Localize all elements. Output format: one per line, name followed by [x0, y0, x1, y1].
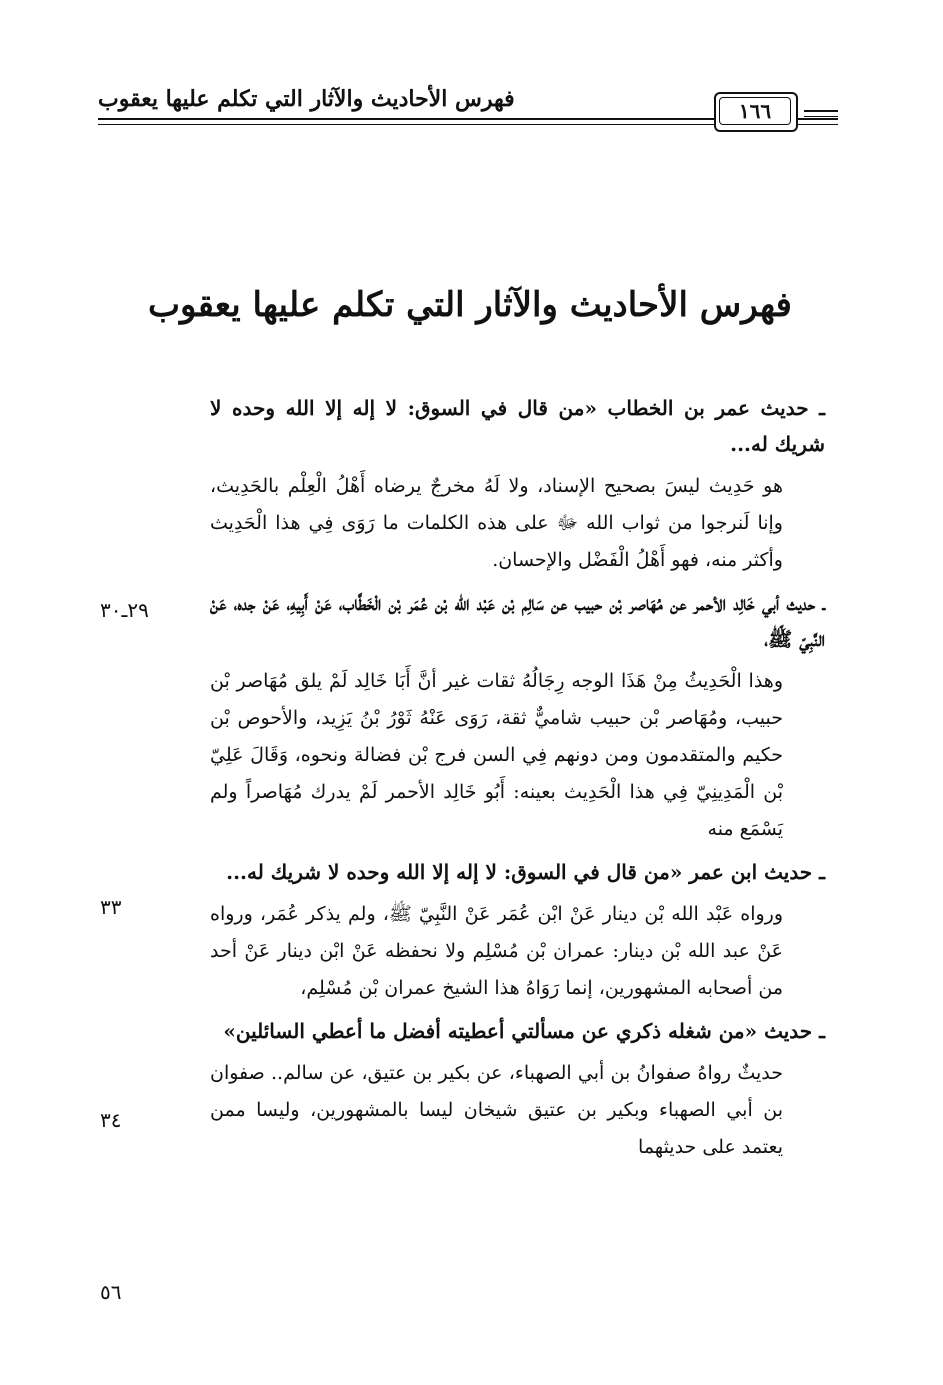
index-entry [210, 1013, 825, 1166]
entry-heading: ـ حديث أبي خَالِد الأحمر عن مُهَاصر بْن حبيب عن سَالِم بْن عَبْد الله بْن عُمَر بْن الْخَطَّاب، عَنْ أَبِيهِ، عَنْ جده، عَنْ النَّبِيّ ﷺ، [210, 591, 825, 651]
index-entry [210, 854, 825, 1007]
page-title: فهرس الأحاديث والآثار التي تكلم عليها يعقوب [148, 285, 792, 325]
entry-body: حديثٌ رواهُ صفوانُ بن أبي الصهباء، عن بكير بن عتيق، عن سالم.. صفوان بن أبي الصهباء وبكير بن عتيق شيخان ليسا بالمشهورين، وليسا ممن يعتمد على حديثهما [210, 1062, 783, 1158]
page-number-box [714, 92, 798, 132]
entry-heading: ـ حديث «من شغله ذكري عن مسألتي أعطيته أفضل ما أعطي السائلين» [223, 1019, 825, 1043]
entry-page-ref: ٥٦ [100, 1280, 122, 1304]
page-number: ١٦٦ [719, 97, 791, 125]
entry-heading: ـ حديث ابن عمر «من قال في السوق: لا إله إلا الله وحده لا شريك له... [226, 860, 825, 884]
entry-body: هو حَدِيث ليسَ بصحيح الإسناد، ولا لَهُ مخرجٌ يرضاه أَهْلُ الْعِلْم بالحَدِيث، وإنا لَنرجوا من ثواب الله ﷻ على هذه الكلمات ما رَوَى فِي هذا الْحَدِيث وأكثر منه، فهو أَهْلُ الْفَضْل والإحسان. [210, 475, 783, 571]
index-entry [210, 390, 825, 579]
running-header [98, 80, 838, 132]
entry-heading: ـ حديث عمر بن الخطاب «من قال في السوق: لا إله إلا الله وحده لا شريك له... [210, 396, 825, 456]
running-header-title: فهرس الأحاديث والآثار التي تكلم عليها يعقوب [98, 86, 523, 112]
index-list [210, 390, 825, 1172]
entry-body: ورواه عَبْد الله بْن دينار عَنْ ابْن عُمَر عَنْ النَّبِيّ ﷺ، ولم يذكر عُمَر، ورواه عَنْ عبد الله بْن دينار: عمران بْن مُسْلِم ولا نحفظه عَنْ ابْن دينار عَنْ أحد من أصحابه المشهورين، إنما رَوَاهُ هذا الشيخ عمران بْن مُسْلِم، [210, 903, 783, 999]
entry-body: وهذا الْحَدِيثُ مِنْ هَذَا الوجه رِجَالُهُ ثقات غير أنَّ أَبَا خَالِد لَمْ يلق مُهَاصر بْن حبيب، ومُهَاصر بْن حبيب شاميٌّ ثقة، رَوَى عَنْهُ ثَوْرُ بْنُ يَزِيد، والأحوص بْن حكيم والمتقدمون ومن دونهم فِي السن فرج بْن فضالة ونحوه، وَقَالَ عَلِيّ بْن الْمَدِينِيّ فِي هذا الْحَدِيث بعينه: أَبُو خَالِد الأحمر لَمْ يدرك مُهَاصراً ولم يَسْمَع منه [210, 670, 783, 840]
entry-page-ref: ٢٩ـ٣٠ [100, 598, 149, 622]
header-ornament-rule [804, 110, 838, 112]
entry-page-ref: ٣٤ [100, 1108, 122, 1132]
index-entry [210, 585, 825, 848]
entry-page-ref: ٣٣ [100, 895, 122, 919]
header-ornament-rule-thin [804, 116, 838, 117]
